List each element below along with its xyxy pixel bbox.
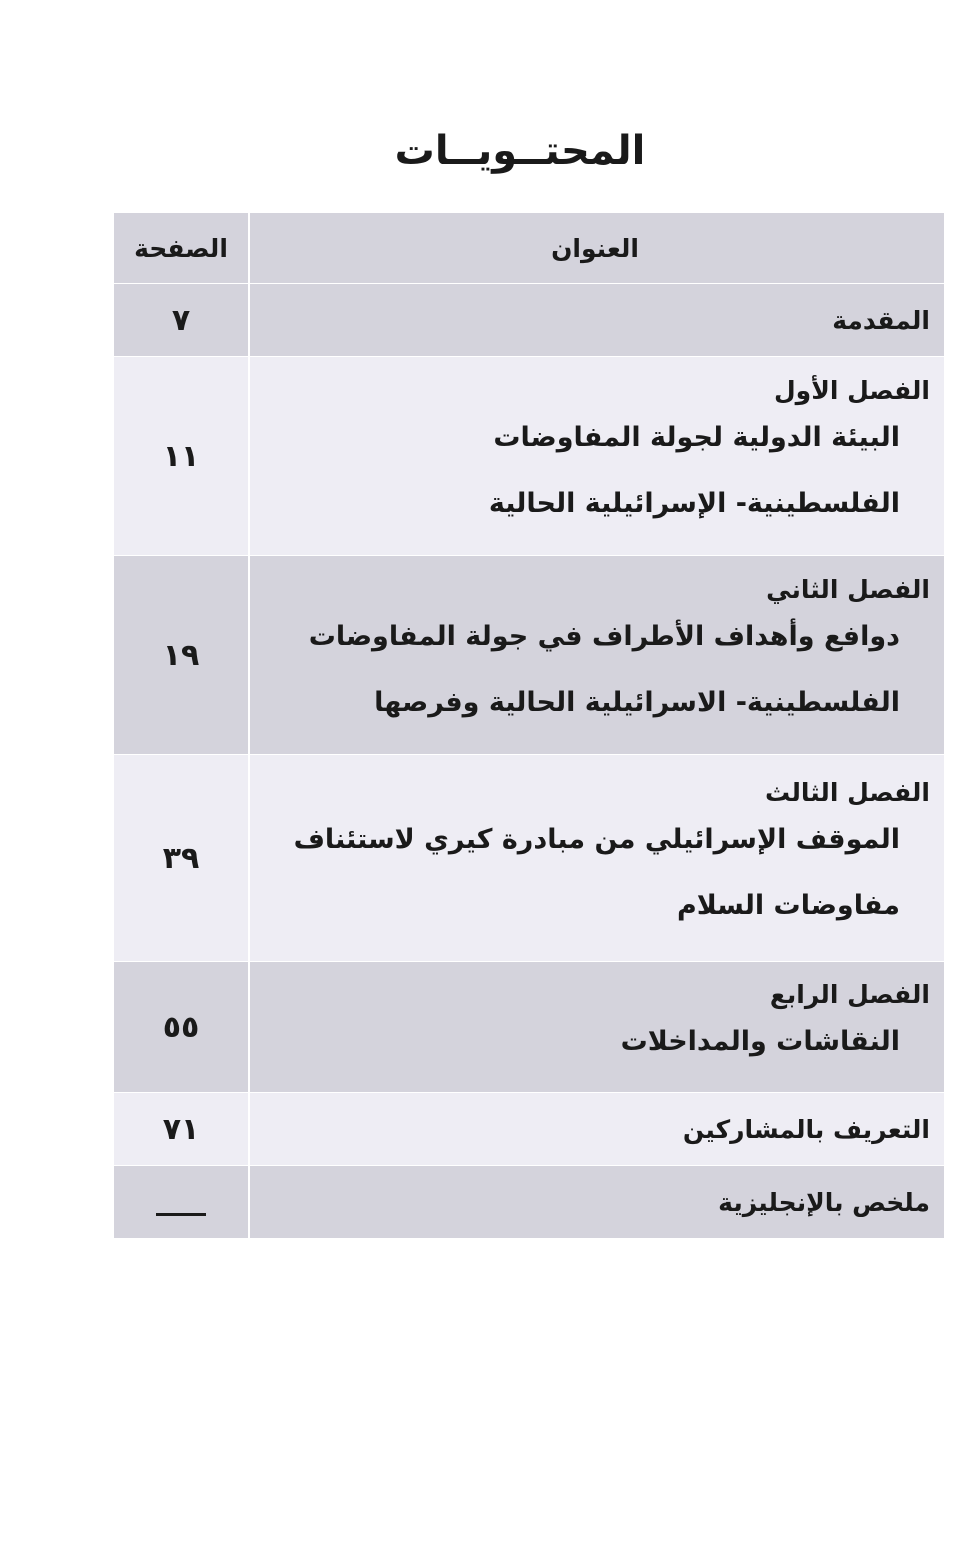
chapter-label: الفصل الثاني (766, 574, 930, 604)
toc-row-chapter-2[interactable] (114, 556, 944, 755)
toc-entry-title: ملخص بالإنجليزية (718, 1187, 930, 1217)
chapter-label: الفصل الأول (773, 375, 930, 405)
title-column-header: العنوان (551, 233, 639, 263)
chapter-title-line-2: الفلسطينية- الاسرائيلية الحالية وفرصها (374, 686, 900, 718)
dash-placeholder (156, 1213, 206, 1216)
chapter-title-line-2: مفاوضات السلام (677, 889, 900, 921)
page-title: المحتــويــات (394, 128, 646, 174)
toc-page-number: ١١ (114, 357, 250, 555)
chapter-title-line-1: النقاشات والمداخلات (620, 1025, 900, 1057)
toc-row-introduction[interactable] (114, 284, 944, 357)
toc-page-number: ٣٩ (114, 755, 250, 961)
chapter-title-line-1: دوافع وأهداف الأطراف في جولة المفاوضات (308, 620, 900, 652)
toc-entry-title: التعريف بالمشاركين (682, 1114, 930, 1144)
table-of-contents (114, 213, 944, 1239)
chapter-title-line-1: الموقف الإسرائيلي من مبادرة كيري لاستئناف (293, 823, 900, 855)
toc-row-chapter-4[interactable] (114, 962, 944, 1093)
toc-row-chapter-3[interactable] (114, 755, 944, 962)
page-column-header: الصفحة (114, 213, 250, 283)
toc-row-chapter-1[interactable] (114, 357, 944, 556)
table-header-row (114, 213, 944, 284)
toc-page-number: ٧١ (114, 1093, 250, 1165)
chapter-label: الفصل الثالث (764, 777, 930, 807)
toc-row-participants[interactable] (114, 1093, 944, 1166)
toc-page-dash (114, 1166, 250, 1238)
chapter-title-line-2: الفلسطينية- الإسرائيلية الحالية (488, 487, 900, 519)
toc-page-number: ٥٥ (114, 962, 250, 1092)
toc-row-english-summary[interactable] (114, 1166, 944, 1239)
toc-page-number: ٧ (114, 284, 250, 356)
chapter-title-line-1: البيئة الدولية لجولة المفاوضات (493, 421, 900, 453)
toc-page-number: ١٩ (114, 556, 250, 754)
toc-entry-title: المقدمة (832, 305, 930, 335)
chapter-label: الفصل الرابع (769, 979, 930, 1009)
